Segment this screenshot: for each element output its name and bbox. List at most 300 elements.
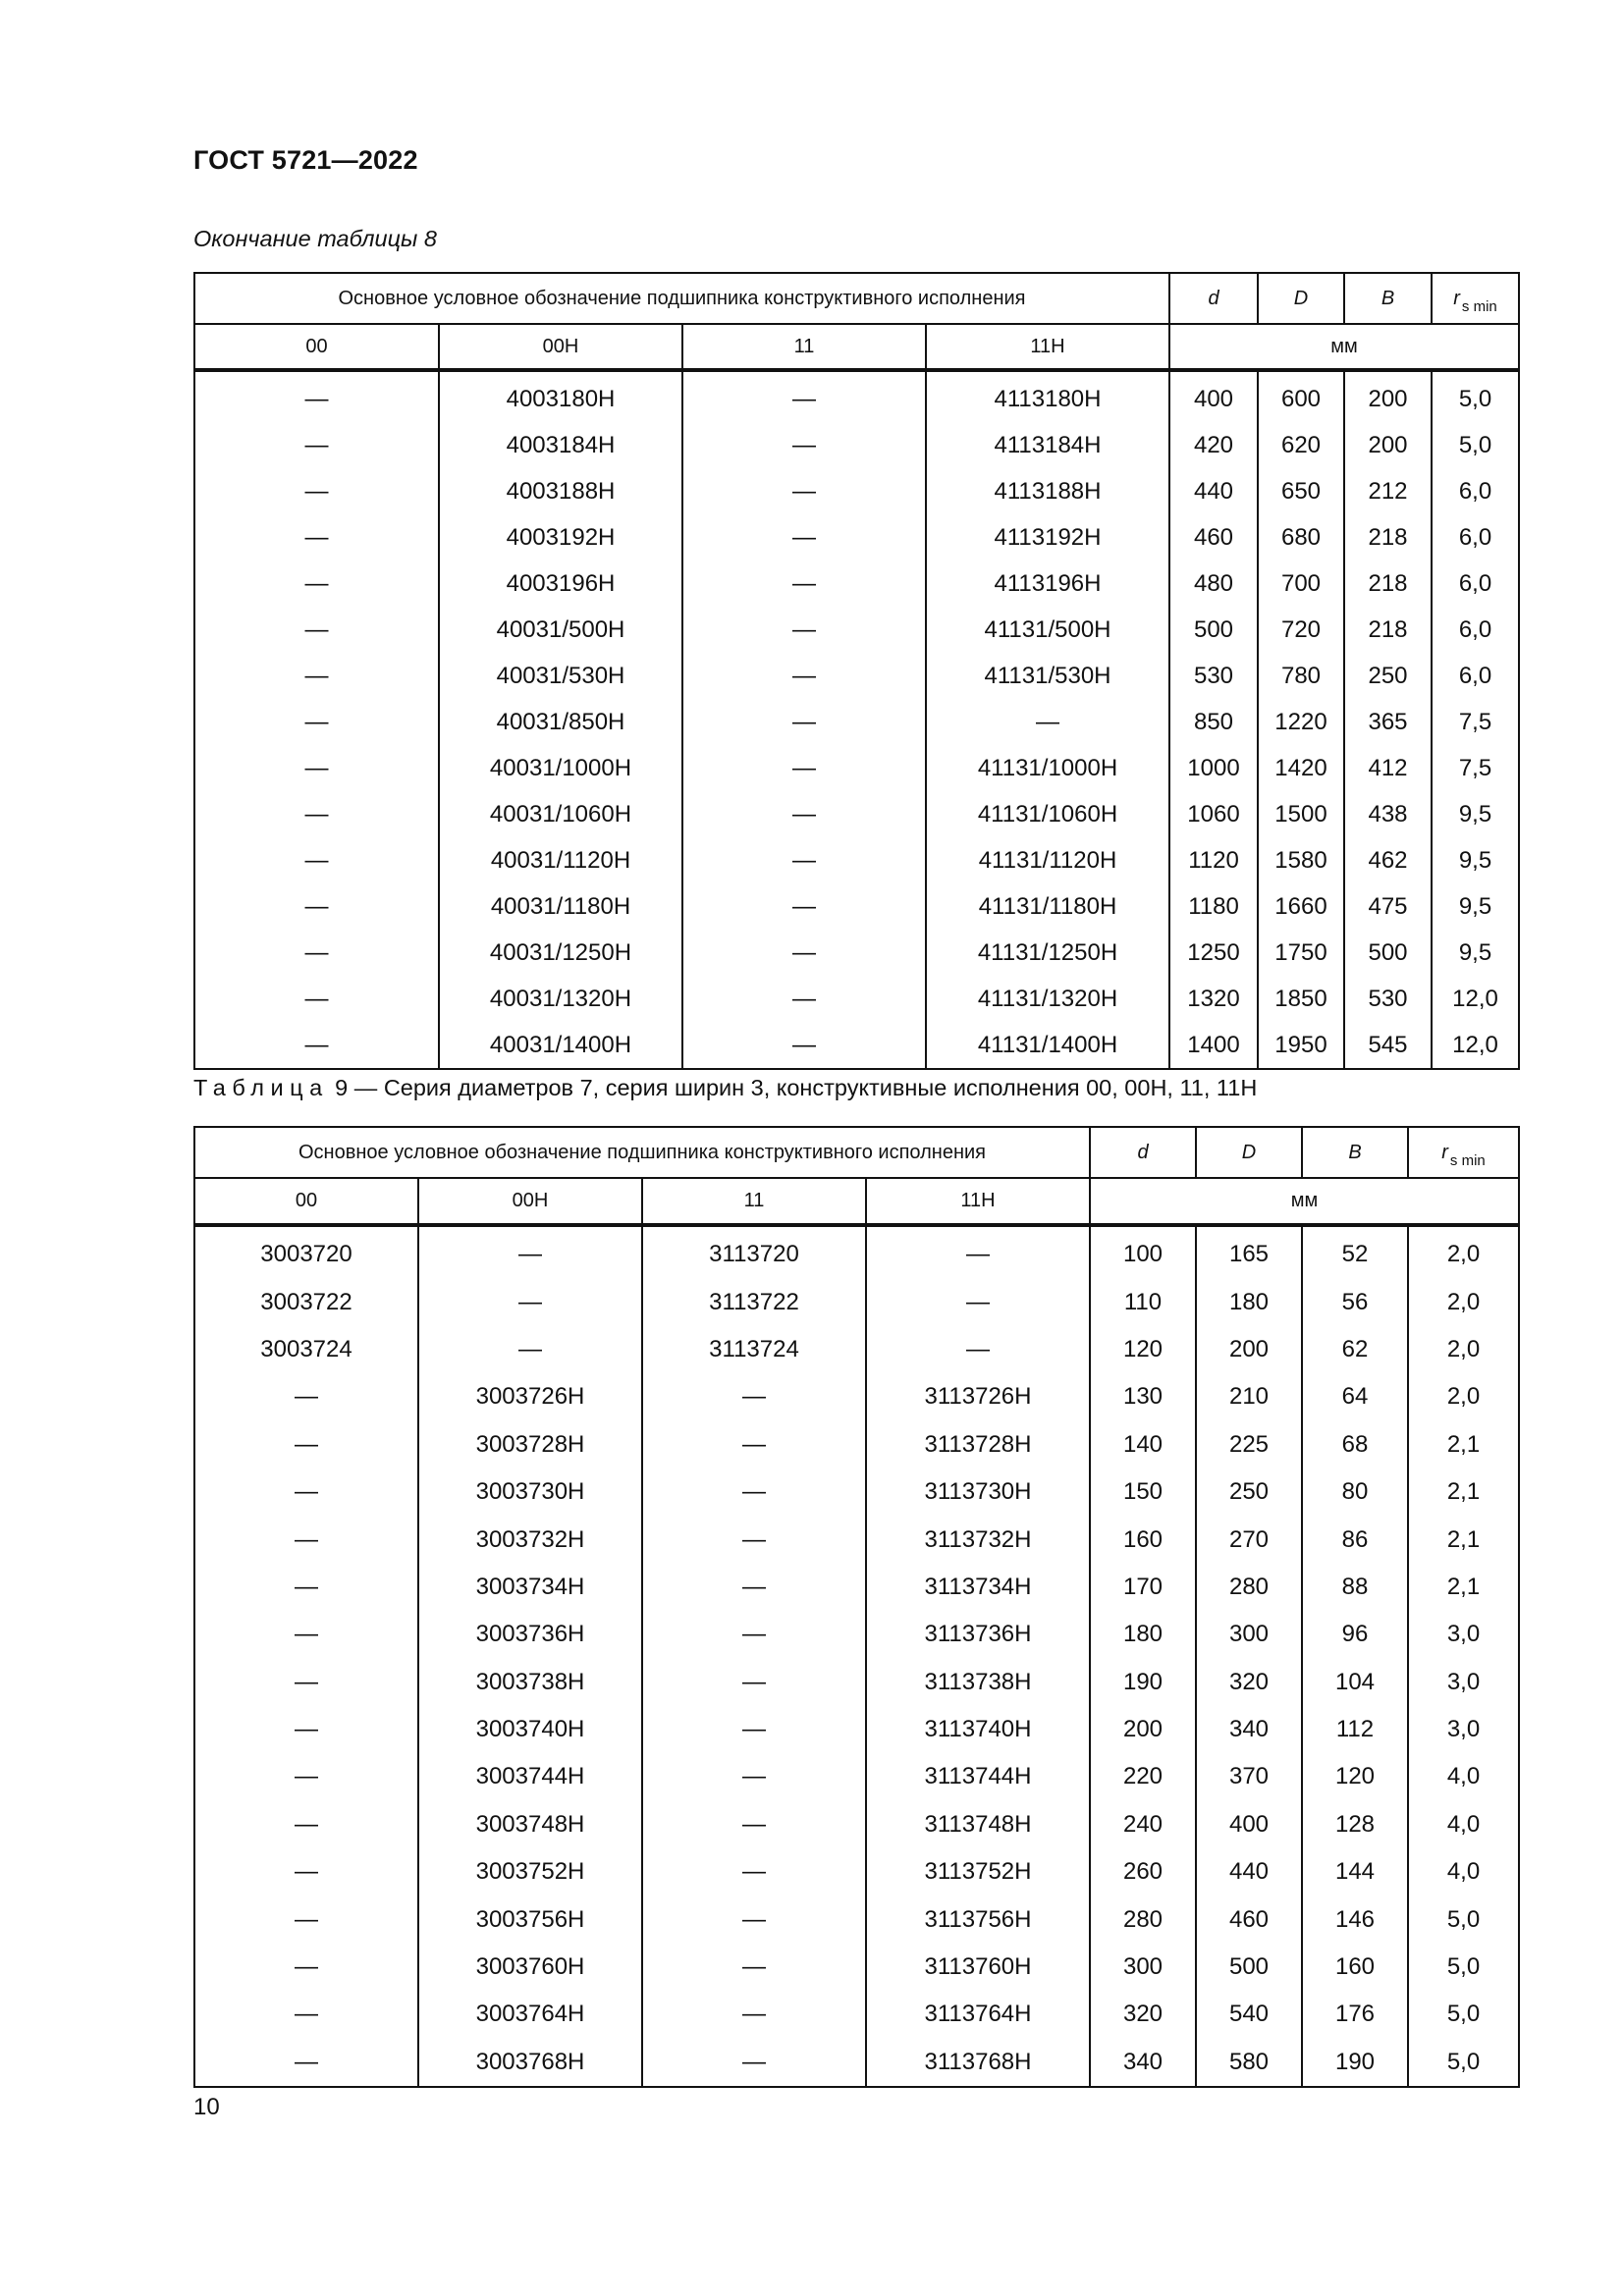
table-row <box>194 370 1519 422</box>
table-cell-col-d: 420 <box>1169 422 1258 468</box>
table-cell-col-00n: — <box>418 1326 642 1373</box>
table-cell-col-11n: 3113738Н <box>866 1659 1090 1706</box>
table-cell-col-D: 700 <box>1258 561 1344 607</box>
table-cell-col-11n: 3113726Н <box>866 1373 1090 1420</box>
table-cell-col-B: 190 <box>1302 2039 1408 2087</box>
header-d: d <box>1169 273 1258 324</box>
table-cell-col-11n: 41131/1120Н <box>926 837 1169 883</box>
table-cell-col-11n: 3113768Н <box>866 2039 1090 2087</box>
table-row <box>194 976 1519 1022</box>
table-cell-col-r-s-min: 12,0 <box>1432 976 1519 1022</box>
table-cell-col-d: 130 <box>1090 1373 1196 1420</box>
table-cell-col-11: — <box>642 1991 866 2038</box>
table-cell-col-r-s-min: 6,0 <box>1432 607 1519 653</box>
table-row <box>194 1848 1519 1896</box>
table-row <box>194 1706 1519 1753</box>
table-row <box>194 468 1519 514</box>
table-row <box>194 930 1519 976</box>
table-cell-col-11: — <box>682 607 926 653</box>
table-row <box>194 561 1519 607</box>
table-cell-col-r-s-min: 2,1 <box>1408 1421 1519 1468</box>
header-variant-00: 00 <box>194 324 439 370</box>
table-cell-col-00: — <box>194 607 439 653</box>
table-cell-col-d: 1400 <box>1169 1022 1258 1069</box>
table-cell-col-D: 1850 <box>1258 976 1344 1022</box>
table-cell-col-D: 1580 <box>1258 837 1344 883</box>
table-cell-col-B: 462 <box>1344 837 1432 883</box>
table-cell-col-B: 86 <box>1302 1516 1408 1563</box>
table-row <box>194 607 1519 653</box>
table-cell-col-11n: 3113730Н <box>866 1468 1090 1516</box>
table-cell-col-d: 440 <box>1169 468 1258 514</box>
table-cell-col-B: 128 <box>1302 1801 1408 1848</box>
header-unit: мм <box>1169 324 1519 370</box>
table-row <box>194 1944 1519 1991</box>
table-cell-col-11n: 41131/1000Н <box>926 745 1169 791</box>
table-cell-col-11n: 4113188Н <box>926 468 1169 514</box>
table-cell-col-D: 225 <box>1196 1421 1302 1468</box>
table-row <box>194 1564 1519 1611</box>
table-cell-col-D: 460 <box>1196 1896 1302 1943</box>
table-cell-col-00: — <box>194 1659 418 1706</box>
header-D: D <box>1196 1127 1302 1178</box>
table-cell-col-11: 3113724 <box>642 1326 866 1373</box>
table-9 <box>193 1126 1520 2088</box>
header-B: B <box>1344 273 1432 324</box>
table-cell-col-11n: 3113736Н <box>866 1611 1090 1658</box>
table-cell-col-r-s-min: 6,0 <box>1432 468 1519 514</box>
table-cell-col-D: 680 <box>1258 514 1344 561</box>
table-cell-col-00n: 40031/1120Н <box>439 837 682 883</box>
table-cell-col-d: 110 <box>1090 1278 1196 1325</box>
table-cell-col-D: 1500 <box>1258 791 1344 837</box>
table-row <box>194 1278 1519 1325</box>
table-cell-col-B: 68 <box>1302 1421 1408 1468</box>
table-cell-col-r-s-min: 2,0 <box>1408 1326 1519 1373</box>
header-D: D <box>1258 273 1344 324</box>
table-cell-col-11: — <box>642 1468 866 1516</box>
header-r-s-min <box>1432 273 1519 324</box>
table-cell-col-11: — <box>682 791 926 837</box>
table-cell-col-00: — <box>194 653 439 699</box>
table-cell-col-11n: 3113756Н <box>866 1896 1090 1943</box>
table-cell-col-d: 240 <box>1090 1801 1196 1848</box>
table-cell-col-00: — <box>194 1991 418 2038</box>
table-row <box>194 1468 1519 1516</box>
table-cell-col-00: — <box>194 422 439 468</box>
table-cell-col-11: — <box>682 1022 926 1069</box>
table-cell-col-d: 120 <box>1090 1326 1196 1373</box>
table-cell-col-00: — <box>194 370 439 422</box>
table-cell-col-D: 580 <box>1196 2039 1302 2087</box>
table-cell-col-B: 530 <box>1344 976 1432 1022</box>
table-cell-col-r-s-min: 6,0 <box>1432 653 1519 699</box>
header-r-subscript: s min <box>1461 297 1497 315</box>
table-cell-col-00n: 4003188Н <box>439 468 682 514</box>
document-title: ГОСТ 5721—2022 <box>193 145 418 175</box>
table-cell-col-B: 52 <box>1302 1225 1408 1278</box>
table-cell-col-r-s-min: 7,5 <box>1432 745 1519 791</box>
table-cell-col-r-s-min: 9,5 <box>1432 837 1519 883</box>
table-cell-col-D: 300 <box>1196 1611 1302 1658</box>
table-cell-col-00: — <box>194 2039 418 2087</box>
table-cell-col-11n: 3113760Н <box>866 1944 1090 1991</box>
table-cell-col-11: — <box>642 1801 866 1848</box>
table-cell-col-11n: 41131/500Н <box>926 607 1169 653</box>
table-cell-col-00n: 3003748Н <box>418 1801 642 1848</box>
table-row <box>194 745 1519 791</box>
table-cell-col-D: 280 <box>1196 1564 1302 1611</box>
table-cell-col-00: — <box>194 699 439 745</box>
table-cell-col-11n: 41131/1320Н <box>926 976 1169 1022</box>
table-cell-col-11n: 3113764Н <box>866 1991 1090 2038</box>
table-cell-col-D: 540 <box>1196 1991 1302 2038</box>
table-cell-col-B: 80 <box>1302 1468 1408 1516</box>
table-9-caption-label: Таблица <box>193 1075 329 1100</box>
table-cell-col-11: — <box>682 699 926 745</box>
header-r-s-min <box>1408 1127 1519 1178</box>
table-cell-col-00: — <box>194 1421 418 1468</box>
table-cell-col-00: — <box>194 1564 418 1611</box>
table-row <box>194 422 1519 468</box>
table-cell-col-00n: 4003192Н <box>439 514 682 561</box>
header-variant-11: 11 <box>682 324 926 370</box>
table-cell-col-00n: 40031/1400Н <box>439 1022 682 1069</box>
table-cell-col-00n: 40031/500Н <box>439 607 682 653</box>
table-cell-col-d: 160 <box>1090 1516 1196 1563</box>
table-cell-col-B: 250 <box>1344 653 1432 699</box>
table-cell-col-r-s-min: 3,0 <box>1408 1611 1519 1658</box>
table-cell-col-B: 500 <box>1344 930 1432 976</box>
table-9-caption <box>193 1073 1257 1102</box>
header-d: d <box>1090 1127 1196 1178</box>
table-cell-col-11: — <box>682 745 926 791</box>
table-cell-col-00: — <box>194 930 439 976</box>
table-cell-col-B: 56 <box>1302 1278 1408 1325</box>
table-cell-col-00: — <box>194 1848 418 1896</box>
table-cell-col-00: — <box>194 883 439 930</box>
table-cell-col-B: 200 <box>1344 370 1432 422</box>
table-cell-col-d: 140 <box>1090 1421 1196 1468</box>
table-cell-col-00n: 40031/530Н <box>439 653 682 699</box>
table-cell-col-11: 3113720 <box>642 1225 866 1278</box>
table-cell-col-d: 220 <box>1090 1753 1196 1800</box>
table-row <box>194 1896 1519 1943</box>
table-cell-col-r-s-min: 12,0 <box>1432 1022 1519 1069</box>
table-cell-col-D: 320 <box>1196 1659 1302 1706</box>
table-cell-col-11: — <box>642 1564 866 1611</box>
table-cell-col-00: — <box>194 1801 418 1848</box>
table-cell-col-r-s-min: 2,0 <box>1408 1225 1519 1278</box>
table-cell-col-r-s-min: 2,0 <box>1408 1278 1519 1325</box>
table-cell-col-B: 160 <box>1302 1944 1408 1991</box>
table-cell-col-11: — <box>642 1848 866 1896</box>
table-cell-col-11n: 3113740Н <box>866 1706 1090 1753</box>
table-cell-col-00: 3003724 <box>194 1326 418 1373</box>
table-cell-col-B: 144 <box>1302 1848 1408 1896</box>
table-cell-col-11n: 3113748Н <box>866 1801 1090 1848</box>
table-8 <box>193 272 1520 1070</box>
table-row <box>194 653 1519 699</box>
table-row <box>194 1516 1519 1563</box>
table-cell-col-r-s-min: 3,0 <box>1408 1659 1519 1706</box>
header-B: B <box>1302 1127 1408 1178</box>
table-cell-col-11n: — <box>866 1326 1090 1373</box>
header-r-subscript: s min <box>1449 1151 1486 1169</box>
table-cell-col-r-s-min: 2,1 <box>1408 1468 1519 1516</box>
table-cell-col-r-s-min: 2,0 <box>1408 1373 1519 1420</box>
header-variant-00: 00 <box>194 1178 418 1225</box>
table-cell-col-r-s-min: 6,0 <box>1432 514 1519 561</box>
table-row <box>194 1659 1519 1706</box>
table-cell-col-11n: 4113196Н <box>926 561 1169 607</box>
table-cell-col-00n: 3003738Н <box>418 1659 642 1706</box>
table-cell-col-11: — <box>642 1659 866 1706</box>
table-cell-col-B: 62 <box>1302 1326 1408 1373</box>
table-cell-col-r-s-min: 5,0 <box>1432 370 1519 422</box>
table-cell-col-r-s-min: 5,0 <box>1408 1944 1519 1991</box>
table-cell-col-00: — <box>194 1468 418 1516</box>
table-cell-col-B: 365 <box>1344 699 1432 745</box>
table-cell-col-00n: 40031/1180Н <box>439 883 682 930</box>
table-row <box>194 1991 1519 2038</box>
table-cell-col-11n: — <box>866 1278 1090 1325</box>
table-cell-col-r-s-min: 4,0 <box>1408 1753 1519 1800</box>
table-cell-col-11: — <box>682 976 926 1022</box>
table-cell-col-D: 210 <box>1196 1373 1302 1420</box>
table-cell-col-11: — <box>682 370 926 422</box>
page-number: 10 <box>193 2094 220 2120</box>
table-row <box>194 2039 1519 2087</box>
table-cell-col-D: 1220 <box>1258 699 1344 745</box>
table-cell-col-B: 64 <box>1302 1373 1408 1420</box>
table-cell-col-11: — <box>682 837 926 883</box>
table-cell-col-B: 176 <box>1302 1991 1408 2038</box>
table-cell-col-d: 1180 <box>1169 883 1258 930</box>
table-cell-col-11: — <box>642 1944 866 1991</box>
table-cell-col-00: — <box>194 837 439 883</box>
table-cell-col-D: 780 <box>1258 653 1344 699</box>
table-cell-col-11: — <box>642 1611 866 1658</box>
table-cell-col-d: 1060 <box>1169 791 1258 837</box>
table-cell-col-11n: 3113734Н <box>866 1564 1090 1611</box>
table-cell-col-D: 1750 <box>1258 930 1344 976</box>
table-cell-col-d: 850 <box>1169 699 1258 745</box>
table-8-caption: Окончание таблицы 8 <box>193 226 437 251</box>
table-cell-col-d: 480 <box>1169 561 1258 607</box>
table-cell-col-00: — <box>194 791 439 837</box>
table-cell-col-00: — <box>194 1706 418 1753</box>
table-cell-col-11: — <box>642 1706 866 1753</box>
table-cell-col-11n: 41131/1400Н <box>926 1022 1169 1069</box>
table-cell-col-00: 3003722 <box>194 1278 418 1325</box>
table-cell-col-D: 200 <box>1196 1326 1302 1373</box>
table-cell-col-d: 170 <box>1090 1564 1196 1611</box>
table-cell-col-d: 1000 <box>1169 745 1258 791</box>
table-cell-col-B: 112 <box>1302 1706 1408 1753</box>
table-cell-col-d: 1120 <box>1169 837 1258 883</box>
table-cell-col-11: — <box>682 468 926 514</box>
table-cell-col-11: — <box>642 1373 866 1420</box>
table-cell-col-r-s-min: 5,0 <box>1408 2039 1519 2087</box>
table-cell-col-r-s-min: 9,5 <box>1432 883 1519 930</box>
table-cell-col-B: 438 <box>1344 791 1432 837</box>
table-cell-col-00n: 3003768Н <box>418 2039 642 2087</box>
table-cell-col-d: 200 <box>1090 1706 1196 1753</box>
table-cell-col-00n: 40031/1000Н <box>439 745 682 791</box>
table-cell-col-d: 320 <box>1090 1991 1196 2038</box>
table-cell-col-11n: 4113192Н <box>926 514 1169 561</box>
table-row <box>194 1225 1519 1278</box>
table-cell-col-D: 270 <box>1196 1516 1302 1563</box>
table-cell-col-d: 1320 <box>1169 976 1258 1022</box>
table-cell-col-D: 600 <box>1258 370 1344 422</box>
table-9-caption-text: 9 — Серия диаметров 7, серия ширин 3, конструктивные исполнения 00, 00Н, 11, 11Н <box>328 1075 1258 1100</box>
table-cell-col-11n: 3113744Н <box>866 1753 1090 1800</box>
table-cell-col-r-s-min: 9,5 <box>1432 930 1519 976</box>
table-cell-col-00: — <box>194 1373 418 1420</box>
table-cell-col-00n: 3003760Н <box>418 1944 642 1991</box>
header-designation: Основное условное обозначение подшипника конструктивного исполнения <box>194 273 1169 324</box>
header-variant-11n: 11Н <box>866 1178 1090 1225</box>
table-cell-col-r-s-min: 7,5 <box>1432 699 1519 745</box>
table-row <box>194 1373 1519 1420</box>
table-cell-col-r-s-min: 9,5 <box>1432 791 1519 837</box>
table-cell-col-d: 260 <box>1090 1848 1196 1896</box>
table-cell-col-11: — <box>642 1753 866 1800</box>
table-cell-col-00n: 3003752Н <box>418 1848 642 1896</box>
table-cell-col-r-s-min: 6,0 <box>1432 561 1519 607</box>
table-cell-col-D: 400 <box>1196 1801 1302 1848</box>
table-cell-col-00: — <box>194 745 439 791</box>
table-cell-col-d: 460 <box>1169 514 1258 561</box>
table-cell-col-11: — <box>682 653 926 699</box>
table-cell-col-d: 280 <box>1090 1896 1196 1943</box>
table-cell-col-d: 190 <box>1090 1659 1196 1706</box>
header-variant-00n: 00Н <box>418 1178 642 1225</box>
table-cell-col-00n: 4003180Н <box>439 370 682 422</box>
header-variant-00n: 00Н <box>439 324 682 370</box>
table-cell-col-11: — <box>682 422 926 468</box>
table-cell-col-r-s-min: 5,0 <box>1408 1896 1519 1943</box>
table-cell-col-d: 150 <box>1090 1468 1196 1516</box>
table-cell-col-00n: 3003736Н <box>418 1611 642 1658</box>
table-cell-col-11n: 4113184Н <box>926 422 1169 468</box>
table-cell-col-11: — <box>642 1896 866 1943</box>
table-cell-col-D: 165 <box>1196 1225 1302 1278</box>
table-cell-col-11n: 3113728Н <box>866 1421 1090 1468</box>
table-cell-col-D: 370 <box>1196 1753 1302 1800</box>
table-cell-col-00n: — <box>418 1225 642 1278</box>
table-cell-col-D: 650 <box>1258 468 1344 514</box>
table-cell-col-11n: — <box>926 699 1169 745</box>
table-cell-col-11: — <box>642 1516 866 1563</box>
table-row <box>194 883 1519 930</box>
table-row <box>194 514 1519 561</box>
table-cell-col-11n: 41131/1180Н <box>926 883 1169 930</box>
table-cell-col-00: 3003720 <box>194 1225 418 1278</box>
table-cell-col-B: 545 <box>1344 1022 1432 1069</box>
table-cell-col-d: 100 <box>1090 1225 1196 1278</box>
table-cell-col-d: 180 <box>1090 1611 1196 1658</box>
table-cell-col-00: — <box>194 468 439 514</box>
table-cell-col-D: 1420 <box>1258 745 1344 791</box>
table-cell-col-11n: 4113180Н <box>926 370 1169 422</box>
table-cell-col-B: 218 <box>1344 607 1432 653</box>
table-cell-col-r-s-min: 2,1 <box>1408 1516 1519 1563</box>
table-cell-col-00n: 3003734Н <box>418 1564 642 1611</box>
table-cell-col-00n: 40031/1250Н <box>439 930 682 976</box>
table-cell-col-00: — <box>194 1753 418 1800</box>
table-cell-col-00n: 4003196Н <box>439 561 682 607</box>
table-cell-col-00n: 3003740Н <box>418 1706 642 1753</box>
table-cell-col-11: — <box>682 514 926 561</box>
table-cell-col-00n: 40031/1060Н <box>439 791 682 837</box>
table-row <box>194 1801 1519 1848</box>
table-cell-col-00n: 40031/1320Н <box>439 976 682 1022</box>
header-designation: Основное условное обозначение подшипника конструктивного исполнения <box>194 1127 1090 1178</box>
table-cell-col-B: 88 <box>1302 1564 1408 1611</box>
table-cell-col-r-s-min: 5,0 <box>1432 422 1519 468</box>
header-variant-11n: 11Н <box>926 324 1169 370</box>
table-row <box>194 699 1519 745</box>
table-cell-col-B: 212 <box>1344 468 1432 514</box>
table-cell-col-r-s-min: 5,0 <box>1408 1991 1519 2038</box>
table-cell-col-D: 340 <box>1196 1706 1302 1753</box>
table-cell-col-11n: 3113732Н <box>866 1516 1090 1563</box>
table-cell-col-D: 1950 <box>1258 1022 1344 1069</box>
table-cell-col-r-s-min: 4,0 <box>1408 1801 1519 1848</box>
table-cell-col-D: 180 <box>1196 1278 1302 1325</box>
table-cell-col-00: — <box>194 1516 418 1563</box>
table-cell-col-B: 200 <box>1344 422 1432 468</box>
table-cell-col-00n: 4003184Н <box>439 422 682 468</box>
table-cell-col-00: — <box>194 1944 418 1991</box>
table-row <box>194 1022 1519 1069</box>
table-cell-col-00: — <box>194 561 439 607</box>
table-cell-col-r-s-min: 2,1 <box>1408 1564 1519 1611</box>
table-cell-col-r-s-min: 4,0 <box>1408 1848 1519 1896</box>
table-cell-col-B: 475 <box>1344 883 1432 930</box>
table-cell-col-00n: 3003756Н <box>418 1896 642 1943</box>
table-cell-col-D: 500 <box>1196 1944 1302 1991</box>
table-row <box>194 1326 1519 1373</box>
table-cell-col-11n: 3113752Н <box>866 1848 1090 1896</box>
table-cell-col-00n: 3003730Н <box>418 1468 642 1516</box>
table-cell-col-00n: 3003732Н <box>418 1516 642 1563</box>
table-cell-col-B: 96 <box>1302 1611 1408 1658</box>
table-cell-col-B: 412 <box>1344 745 1432 791</box>
header-r-symbol: r <box>1453 287 1460 309</box>
table-cell-col-B: 104 <box>1302 1659 1408 1706</box>
table-cell-col-d: 530 <box>1169 653 1258 699</box>
table-cell-col-D: 440 <box>1196 1848 1302 1896</box>
table-cell-col-11n: 41131/1060Н <box>926 791 1169 837</box>
table-cell-col-00: — <box>194 514 439 561</box>
table-cell-col-D: 620 <box>1258 422 1344 468</box>
table-cell-col-d: 340 <box>1090 2039 1196 2087</box>
table-cell-col-00n: 3003726Н <box>418 1373 642 1420</box>
table-cell-col-00: — <box>194 1022 439 1069</box>
table-cell-col-00n: — <box>418 1278 642 1325</box>
table-cell-col-00n: 3003744Н <box>418 1753 642 1800</box>
table-cell-col-B: 146 <box>1302 1896 1408 1943</box>
table-cell-col-11n: 41131/530Н <box>926 653 1169 699</box>
table-cell-col-d: 500 <box>1169 607 1258 653</box>
table-cell-col-d: 300 <box>1090 1944 1196 1991</box>
table-cell-col-00n: 3003728Н <box>418 1421 642 1468</box>
header-unit: мм <box>1090 1178 1519 1225</box>
